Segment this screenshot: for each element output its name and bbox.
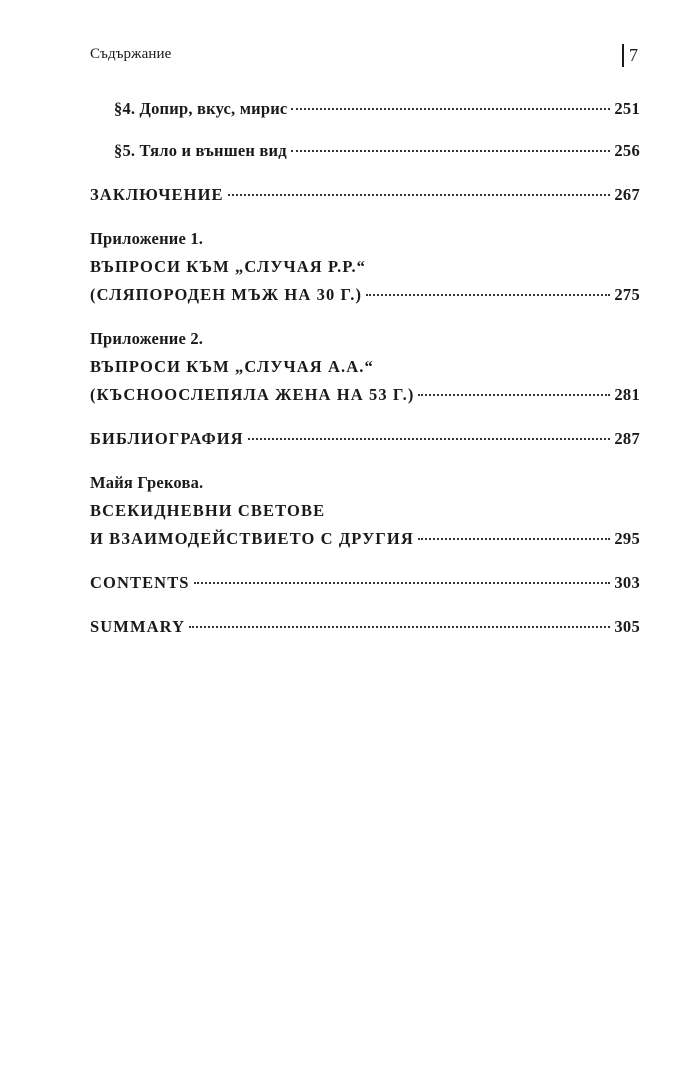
dot-leader bbox=[366, 294, 610, 296]
toc-entry-conclusion[interactable] bbox=[90, 181, 640, 209]
dot-leader bbox=[418, 538, 611, 540]
dot-leader bbox=[189, 626, 610, 628]
toc-entry-last-line bbox=[90, 381, 640, 409]
toc-entry-page: 251 bbox=[614, 99, 640, 118]
page-number: 7 bbox=[629, 45, 638, 65]
dot-leader bbox=[291, 108, 610, 110]
toc-entry-label: SUMMARY bbox=[90, 617, 186, 636]
dot-leader bbox=[248, 438, 611, 440]
toc-entry-last-line bbox=[90, 281, 640, 309]
toc-entry-last-line bbox=[90, 525, 640, 553]
toc-entry-bibliography[interactable] bbox=[90, 425, 640, 453]
toc-entry-intro: Приложение 1. bbox=[90, 229, 204, 248]
toc-entry-summary[interactable] bbox=[90, 613, 640, 641]
dot-leader bbox=[194, 582, 611, 584]
dot-leader bbox=[291, 150, 611, 152]
toc-entry-sec4[interactable] bbox=[90, 95, 640, 123]
table-of-contents bbox=[90, 95, 640, 641]
toc-entry-page: 275 bbox=[614, 285, 640, 304]
toc-entry-appendix2[interactable] bbox=[90, 325, 640, 409]
toc-entry-label: (КЪСНООСЛЕПЯЛА ЖЕНА НА 53 Г.) bbox=[90, 385, 415, 404]
toc-entry-label: ЗАКЛЮЧЕНИЕ bbox=[90, 185, 224, 204]
toc-entry-appendix1[interactable] bbox=[90, 225, 640, 309]
toc-entry-label: БИБЛИОГРАФИЯ bbox=[90, 429, 244, 448]
toc-entry-line: ВЪПРОСИ КЪМ „СЛУЧАЯ А.А.“ bbox=[90, 357, 374, 376]
toc-entry-label: §5. Тяло и външен вид bbox=[114, 141, 287, 160]
header-divider bbox=[622, 44, 624, 67]
toc-entry-label: CONTENTS bbox=[90, 573, 190, 592]
toc-entry-label: И ВЗАИМОДЕЙСТВИЕТО С ДРУГИЯ bbox=[90, 529, 414, 548]
toc-entry-page: 305 bbox=[614, 617, 640, 636]
toc-entry-intro: Майя Грекова. bbox=[90, 473, 204, 492]
toc-entry-label: (СЛЯПОРОДЕН МЪЖ НА 30 Г.) bbox=[90, 285, 363, 304]
toc-entry-contents[interactable] bbox=[90, 569, 640, 597]
toc-entry-page: 295 bbox=[614, 529, 640, 548]
toc-entry-page: 287 bbox=[614, 429, 640, 448]
running-header-title: Съдържание bbox=[90, 46, 172, 62]
toc-entry-label: §4. Допир, вкус, мирис bbox=[114, 99, 288, 118]
toc-entry-page: 303 bbox=[614, 573, 640, 592]
toc-entry-line: ВЪПРОСИ КЪМ „СЛУЧАЯ Р.Р.“ bbox=[90, 257, 367, 276]
toc-entry-intro: Приложение 2. bbox=[90, 329, 204, 348]
toc-entry-page: 267 bbox=[614, 185, 640, 204]
toc-entry-page: 281 bbox=[614, 385, 640, 404]
toc-entry-page: 256 bbox=[614, 141, 640, 160]
toc-entry-line: ВСЕКИДНЕВНИ СВЕТОВЕ bbox=[90, 501, 326, 520]
toc-entry-grekova[interactable] bbox=[90, 469, 640, 553]
dot-leader bbox=[418, 394, 610, 396]
dot-leader bbox=[228, 194, 611, 196]
toc-entry-sec5[interactable] bbox=[90, 137, 640, 165]
